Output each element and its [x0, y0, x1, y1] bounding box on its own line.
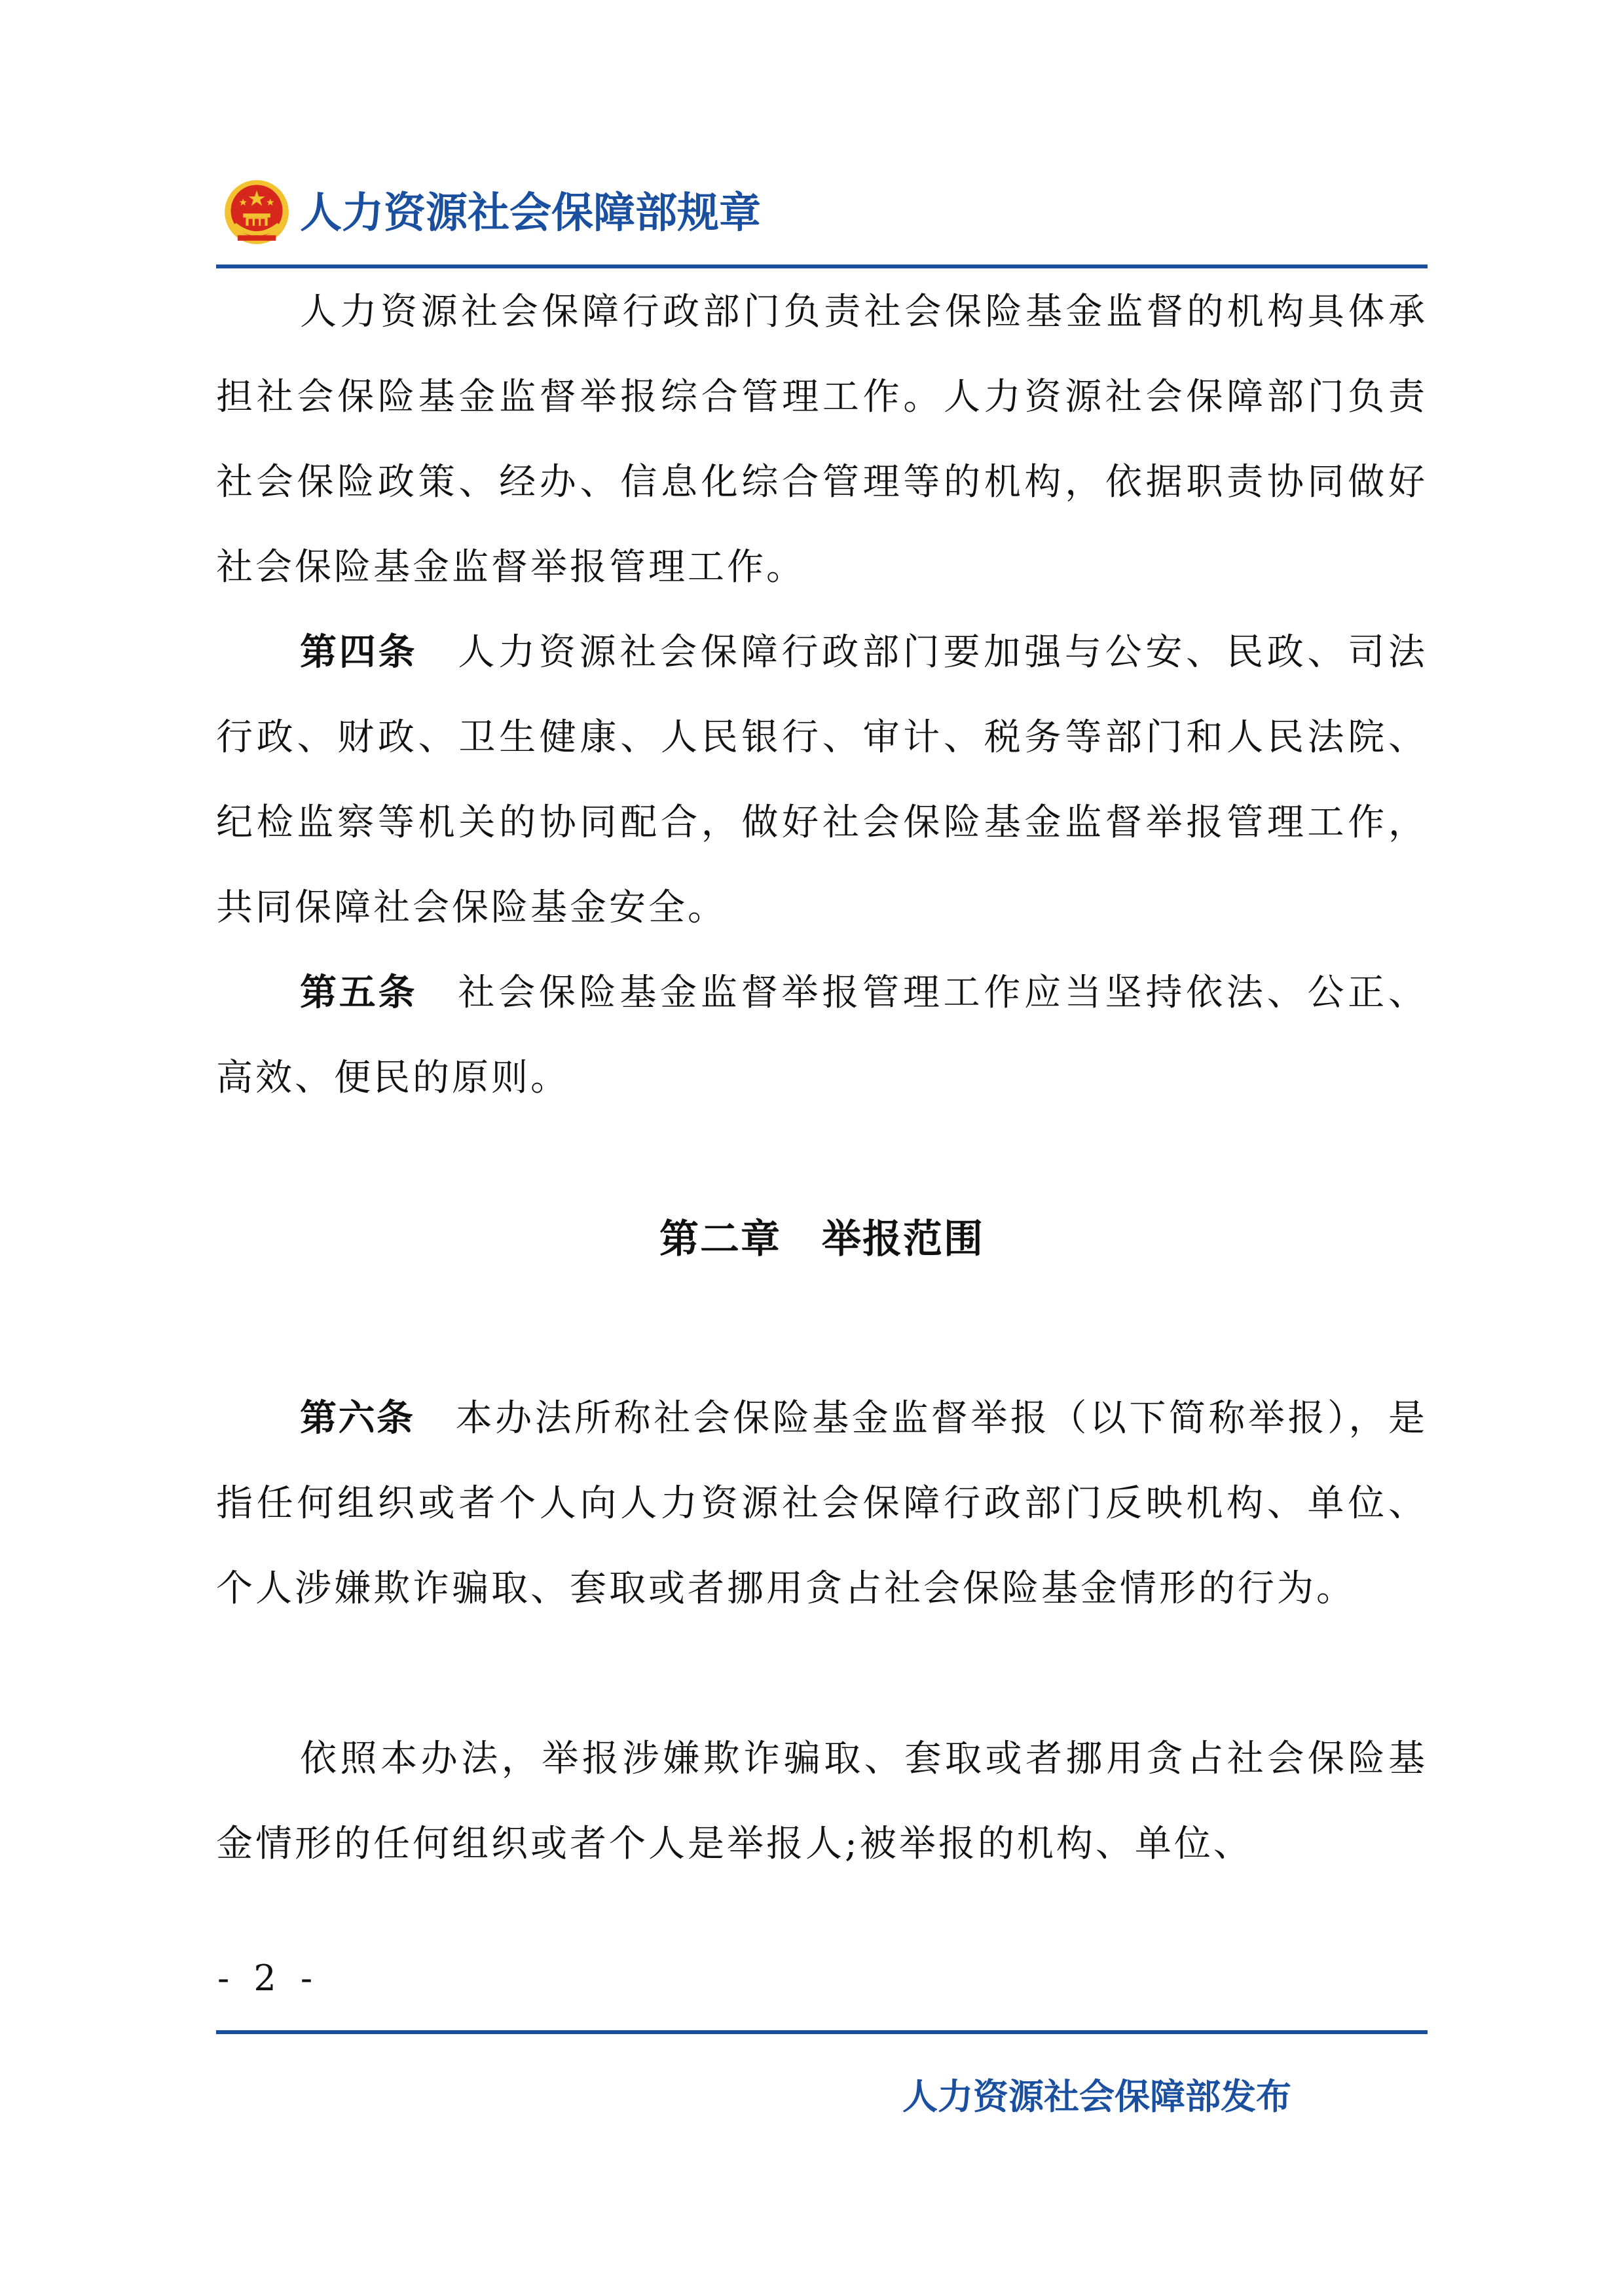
article-text: 本办法所称社会保险基金监督举报（以下简称举报），是指任何组织或者个人向人力资源社会保障行政部门反映机构、单位、个人涉嫌欺诈骗取、套取或者挪用贪占社会保险基金情形的行为。 [216, 1397, 1428, 1610]
footer-divider [216, 2030, 1428, 2034]
article-number: 第五条 [300, 972, 418, 1014]
article-4 [216, 610, 1428, 951]
body-paragraph: 人力资源社会保障行政部门负责社会保险基金监督的机构具体承担社会保险基金监督举报综合管理工作。人力资源社会保障部门负责社会保险政策、经办、信息化综合管理等的机构，依据职责协同做好社会保险基金监督举报管理工作。 [216, 291, 1428, 589]
page-number: - 2 - [217, 1958, 320, 1999]
article-text: 社会保险基金监督举报管理工作应当坚持依法、公正、高效、便民的原则。 [216, 972, 1428, 1099]
article-number: 第四条 [300, 631, 418, 674]
article-6 [216, 1376, 1428, 1631]
body-paragraph: 依照本办法，举报涉嫌欺诈骗取、套取或者挪用贪占社会保险基金情形的任何组织或者个人是举报人;被举报的机构、单位、 [216, 1738, 1428, 1865]
footer-publisher: 人力资源社会保障部发布 [902, 2076, 1291, 2117]
article-text: 人力资源社会保障行政部门要加强与公安、民政、司法行政、财政、卫生健康、人民银行、审计、税务等部门和人民法院、纪检监察等机关的协同配合，做好社会保险基金监督举报管理工作，共同保障社会保险基金安全。 [216, 631, 1428, 929]
article-number: 第六条 [300, 1397, 415, 1440]
chapter-heading: 第二章 举报范围 [659, 1216, 984, 1262]
article-5 [216, 951, 1428, 1121]
header-title: 人力资源社会保障部规章 [300, 189, 761, 238]
header-divider [216, 264, 1428, 268]
national-emblem-icon [223, 178, 291, 246]
page-header [216, 178, 1428, 250]
